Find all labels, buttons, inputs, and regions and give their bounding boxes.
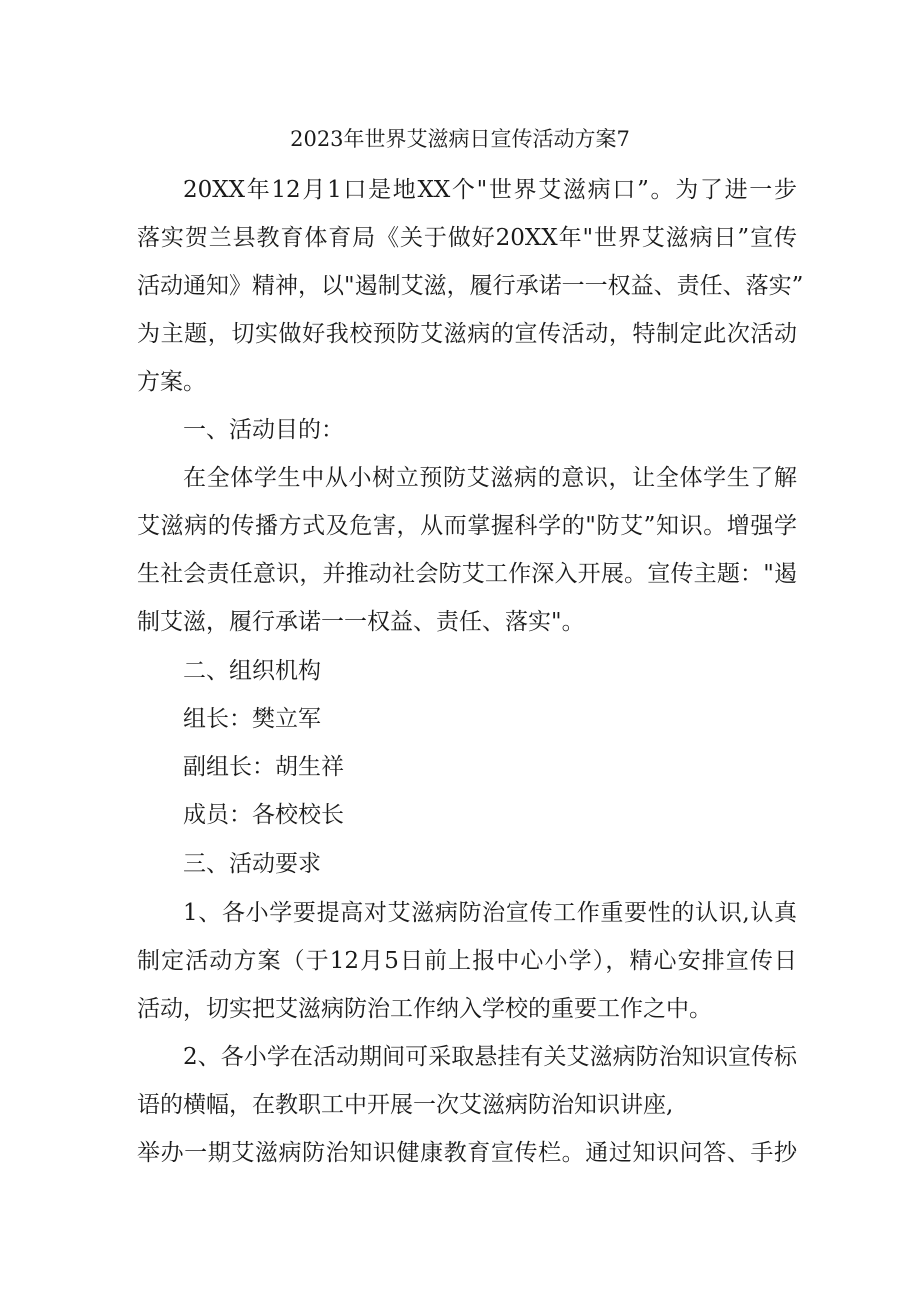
paragraph-line: 20XX年12月1口是地XX个"世界艾滋病口”。为了进一步 xyxy=(183,177,797,203)
paragraph-line: 为主题，切实做好我校预防艾滋病的宣传活动，特制定此次活动 xyxy=(137,321,797,347)
list-item: 组长：樊立军 xyxy=(183,706,321,732)
paragraph-line: 活动，切实把艾滋病防治工作纳入学校的重要工作之中。 xyxy=(137,996,712,1022)
paragraph-line: 落实贺兰县教育体育局《关于做好20XX年"世界艾滋病日”宣传 xyxy=(137,225,797,251)
paragraph-line: 活动通知》精神，以"遏制艾滋，履行承诺一一权益、责任、落实” xyxy=(137,273,804,299)
paragraph-line: 制定活动方案（于12月5日前上报中心小学），精心安排宣传日 xyxy=(137,948,797,974)
list-item: 副组长：胡生祥 xyxy=(183,754,344,780)
document-title: 2023年世界艾滋病日宣传活动方案7 xyxy=(290,127,630,151)
paragraph-line: 制艾滋，履行承诺一一权益、责任、落实"。 xyxy=(137,609,585,635)
section-heading: 一、活动目的： xyxy=(183,417,344,443)
paragraph-line: 2、各小学在活动期间可采取悬挂有关艾滋病防治知识宣传标 xyxy=(183,1044,797,1070)
paragraph-line: 生社会责任意识，并推动社会防艾工作深入开展。宣传主题："遏 xyxy=(137,561,797,587)
paragraph-line: 1、各小学要提高对艾滋病防治宣传工作重要性的认识,认真 xyxy=(183,900,797,926)
list-item: 成员：各校校长 xyxy=(183,802,344,828)
paragraph-line: 艾滋病的传播方式及危害，从而掌握科学的"防艾”知识。增强学 xyxy=(137,513,797,539)
paragraph-line: 语的横幅，在教职工中开展一次艾滋病防治知识讲座, xyxy=(137,1092,674,1118)
section-heading: 三、活动要求 xyxy=(183,851,321,877)
paragraph-line: 方案。 xyxy=(137,369,206,395)
paragraph-line: 举办一期艾滋病防治知识健康教育宣传栏。通过知识问答、手抄 xyxy=(137,1140,797,1166)
section-heading: 二、组织机构 xyxy=(183,658,321,684)
paragraph-line: 在全体学生中从小树立预防艾滋病的意识，让全体学生了解 xyxy=(183,465,797,491)
